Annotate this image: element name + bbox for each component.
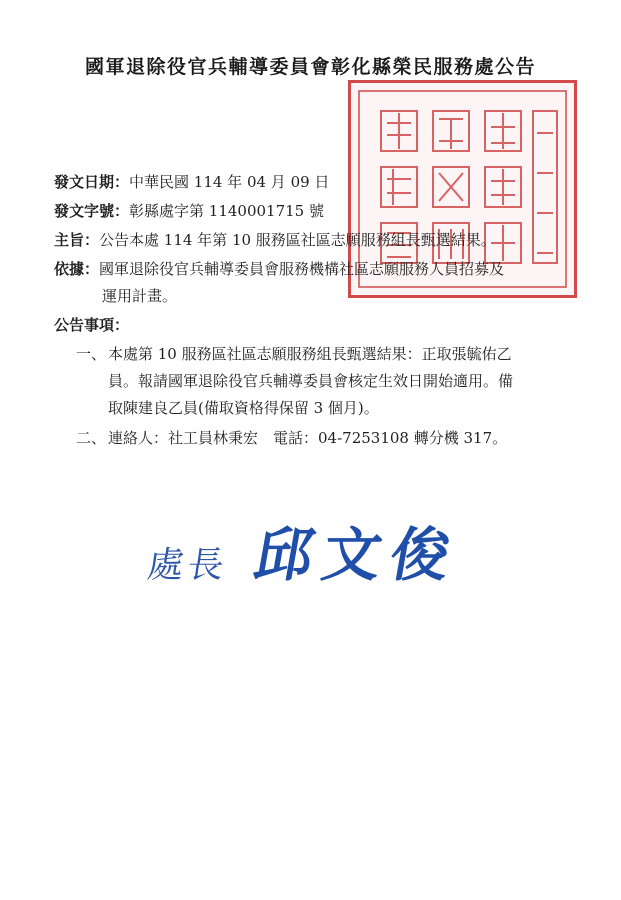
document-title: 國軍退除役官兵輔導委員會彰化縣榮民服務處公告	[84, 56, 536, 78]
issue-date-label: 發文日期：	[54, 173, 130, 191]
item-line: 取陳建良乙員(備取資格得保留 3 個月)。	[108, 399, 379, 417]
item-number: 二、	[76, 429, 107, 447]
section-title: 公告事項：	[54, 316, 130, 334]
director-signature	[144, 512, 508, 592]
signature-name: 邱文俊	[249, 521, 466, 589]
subject-value: 公告本處 114 年第 10 服務區社區志願服務組長甄選結果。	[99, 231, 496, 249]
item-line: 本處第 10 服務區社區志願服務組長甄選結果：正取張毓佑乙	[108, 345, 512, 363]
document-number-label: 發文字號：	[54, 202, 130, 220]
basis-value-line2: 運用計畫。	[102, 287, 178, 305]
document-number-value: 彰縣處字第 1140001715 號	[129, 202, 324, 220]
item-number: 一、	[76, 345, 107, 363]
basis-value: 國軍退除役官兵輔導委員會服務機構社區志願服務人員招募及	[99, 260, 505, 278]
issue-date-row	[54, 172, 329, 192]
signature-title: 處長	[144, 545, 231, 586]
subject-row	[54, 230, 496, 250]
issue-date-value: 中華民國 114 年 04 月 09 日	[129, 173, 330, 191]
document-number-row	[54, 201, 324, 221]
basis-label: 依據：	[54, 260, 100, 278]
subject-label: 主旨：	[54, 231, 100, 249]
item-line: 連絡人：社工員林秉宏 電話：04-7253108 轉分機 317。	[108, 429, 508, 447]
item-line: 員。報請國軍退除役官兵輔導委員會核定生效日開始適用。備	[108, 372, 514, 390]
basis-row	[54, 259, 504, 279]
